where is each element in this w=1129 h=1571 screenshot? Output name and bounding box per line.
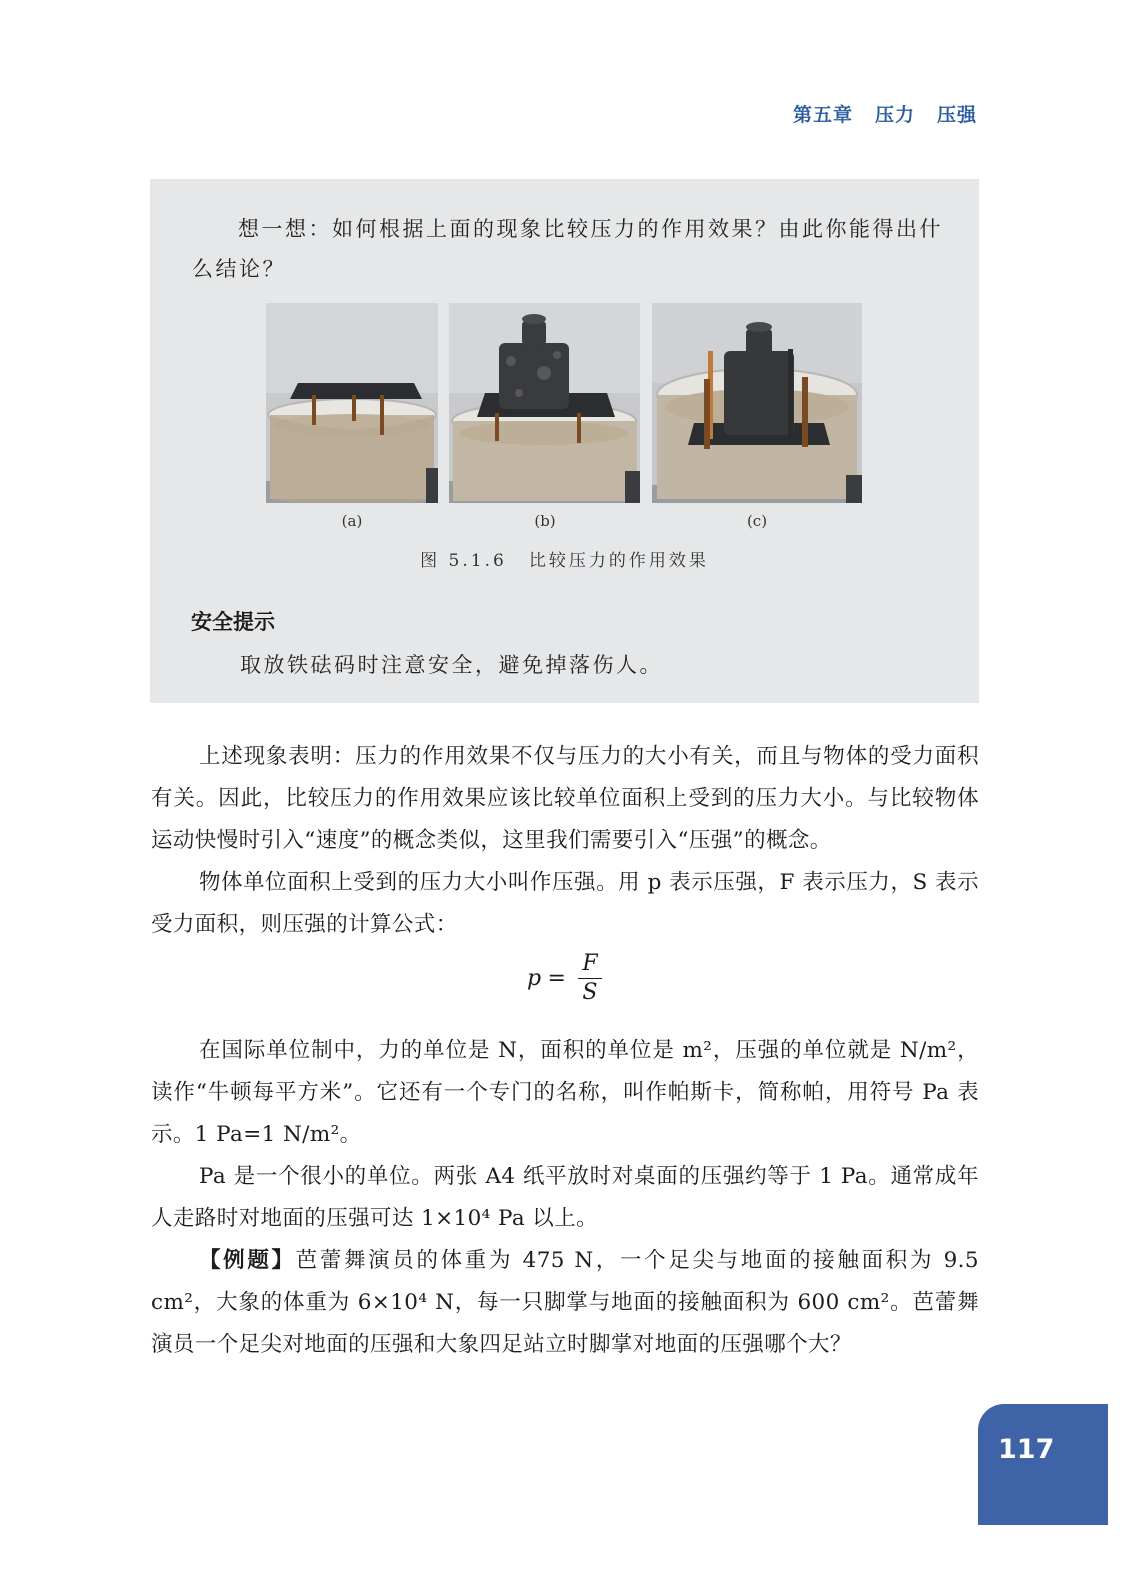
formula-fraction [578, 950, 602, 1007]
safety-text: 取放铁砝码时注意安全，避免掉落伤人。 [240, 653, 663, 677]
figure-number: 图 5.1.6 [420, 551, 507, 571]
formula-line [151, 946, 979, 1030]
page-number: 117 [998, 1434, 1055, 1465]
topic-pressure-force: 压力 [874, 104, 915, 126]
figure-caption [150, 546, 979, 571]
pressure-formula [527, 950, 602, 1007]
photo-a-label: (a) [341, 512, 363, 530]
think-prompt: 想一想：如何根据上面的现象比较压力的作用效果？由此你能得出什么结论？ [192, 217, 943, 281]
chapter-label: 第五章 [792, 104, 853, 126]
main-text [151, 736, 979, 1366]
paragraph-units: 在国际单位制中，力的单位是 N，面积的单位是 m²，压强的单位就是 N/m²，读作“牛顿每平方米”。它还有一个专门的名称，叫作帕斯卡，简称帕，用符号 Pa 表示。1 Pa=1 N/m²。 [151, 1038, 979, 1147]
photo-a [266, 303, 438, 503]
photo-b [449, 303, 640, 503]
paragraph-example [151, 1240, 979, 1366]
photo-c [652, 303, 862, 503]
activity-box [150, 179, 979, 703]
safety-title: 安全提示 [191, 610, 275, 634]
formula-lhs: p [527, 965, 542, 991]
paragraph-conclusion: 上述现象表明：压力的作用效果不仅与压力的大小有关，而且与物体的受力面积有关。因此，比较压力的作用效果应该比较单位面积上受到的压力大小。与比较物体运动快慢时引入“速度”的概念类似，这里我们需要引入“压强”的概念。 [151, 744, 979, 853]
photo-b-label: (b) [534, 512, 556, 530]
paragraph-definition: 物体单位面积上受到的压力大小叫作压强。用 p 表示压强，F 表示压力，S 表示受力面积，则压强的计算公式： [151, 870, 979, 937]
formula-numerator: F [578, 950, 602, 979]
page-number-tab [978, 1404, 1108, 1525]
figure-title: 比较压力的作用效果 [528, 551, 709, 571]
chapter-header [793, 100, 977, 127]
topic-pressure: 压强 [936, 104, 977, 126]
paragraph-pascal: Pa 是一个很小的单位。两张 A4 纸平放时对桌面的压强约等于 1 Pa。通常成年人走路时对地面的压强可达 1×10⁴ Pa 以上。 [151, 1164, 979, 1231]
formula-denominator: S [582, 980, 598, 1005]
example-tag: 【例题】 [199, 1248, 296, 1273]
formula-equals: = [547, 965, 567, 991]
example-text: 芭蕾舞演员的体重为 475 N，一个足尖与地面的接触面积为 9.5 cm²，大象的体重为 6×10⁴ N，每一只脚掌与地面的接触面积为 600 cm²。芭蕾舞演员一个足尖对地面的压强和大象四足站立时脚掌对地面的压强哪个大？ [151, 1248, 979, 1357]
photo-c-label: (c) [746, 512, 768, 530]
